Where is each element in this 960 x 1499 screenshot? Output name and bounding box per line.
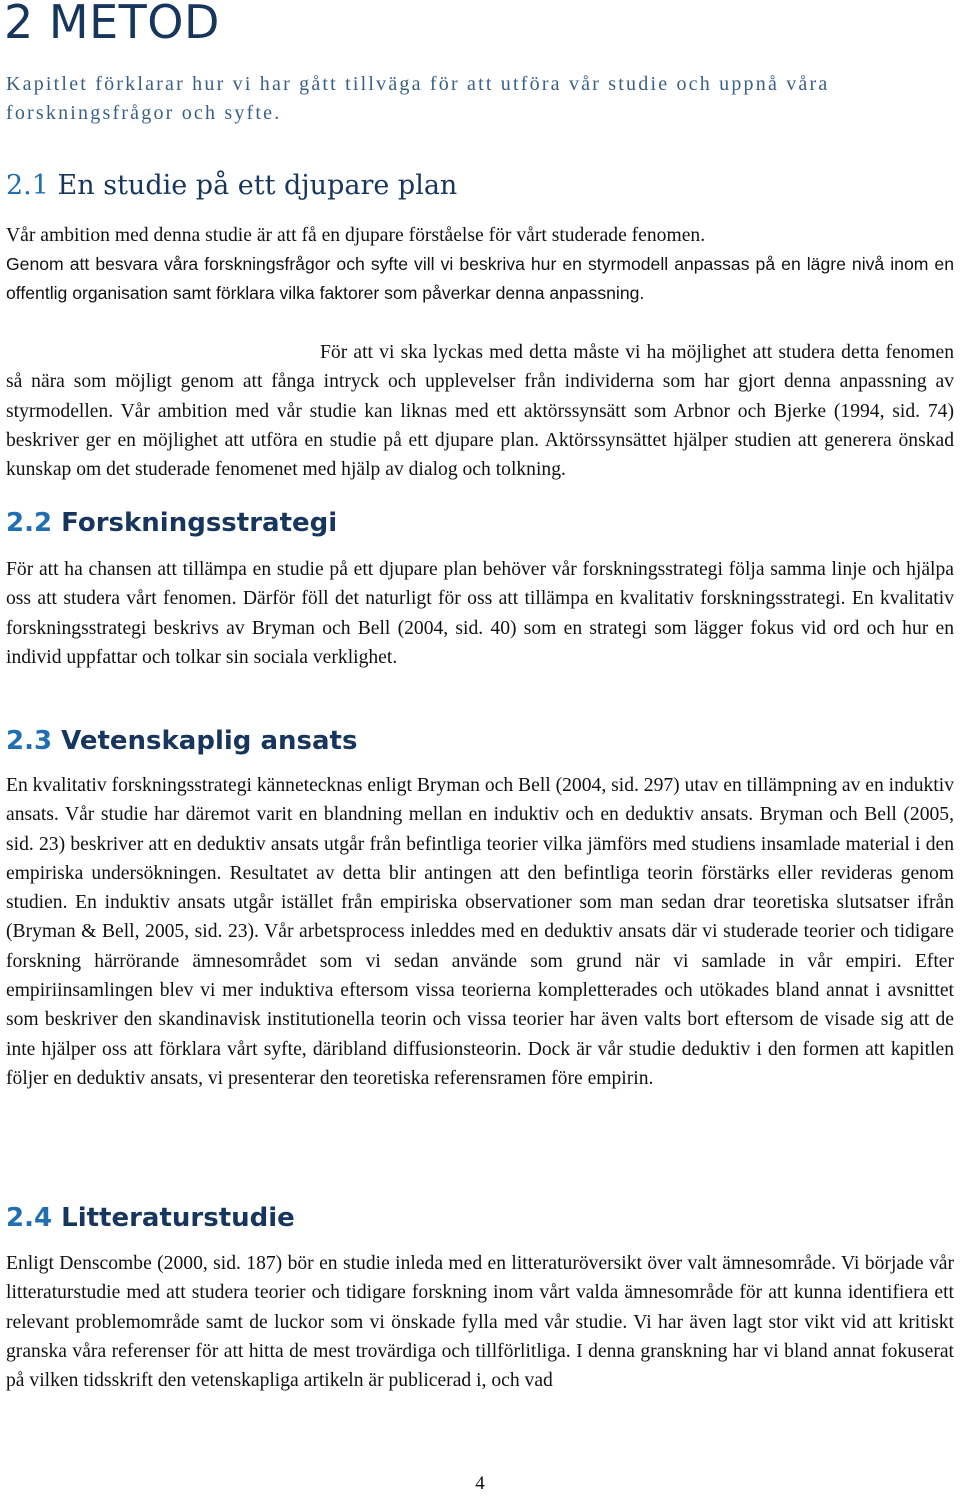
section-title: Litteraturstudie [61, 1203, 295, 1233]
section-heading-2-1 [6, 168, 457, 204]
paragraph-2-1-b: Genom att besvara våra forskningsfrågor och syfte vill vi beskriva hur en styrmodell anpassas på en lägre nivå inom en offentlig organisation samt förklara vilka faktorer som påverkar denna anpassning. [6, 254, 954, 304]
section-number: 2.3 [6, 726, 53, 756]
paragraph-2-1-c: För att vi ska lyckas med detta måste vi ha möjlighet att studera detta fenomen så nära som möjligt genom att fånga intryck och upplevelser från individerna som har gjort denna anpassning av styrmodellen. Vår ambition med vår studie kan liknas med ett aktörssynsätt som Arbnor och Bjerke (1994, sid. 74) beskriver ger en möjlighet att utföra en studie på ett djupare plan. Aktörssynsättet hjälper studien att generera önskad kunskap om det studerade fenomenet med hjälp av dialog och tolkning. [6, 342, 954, 481]
page-number: 4 [475, 1473, 485, 1494]
chapter-title: 2 METOD [4, 0, 220, 49]
paragraph-2-1-a: Vår ambition med denna studie är att få en djupare förståelse för vårt studerade fenomen. [6, 225, 706, 246]
chapter-intro: Kapitlet förklarar hur vi har gått tillväga för att utföra vår studie och uppnå våra forskningsfrågor och syfte. [6, 73, 830, 124]
section-number: 2.4 [6, 1203, 53, 1233]
paragraph-2-2: För att ha chansen att tillämpa en studie på ett djupare plan behöver vår forskningsstrategi följa samma linje och hjälpa oss att studera vårt fenomen. Därför föll det naturligt för oss att tillämpa en kvalitativ forskningsstrategi. En kvalitativ forskningsstrategi beskrivs av Bryman och Bell (2004, sid. 40) som en strategi som lägger fokus vid ord och hur en individ uppfattar och tolkar sin sociala verklighet. [6, 559, 954, 668]
section-number: 2.2 [6, 508, 53, 538]
paragraph-2-3: En kvalitativ forskningsstrategi kännetecknas enligt Bryman och Bell (2004, sid. 297) utav en tillämpning av en induktiv ansats. Vår studie har däremot varit en blandning mellan en induktiv och en deduktiv ansats. Bryman och Bell (2005, sid. 23) beskriver att en deduktiv ansats utgår från befintliga teorier vilka jämförs med studiens insamlade material i den empiriska undersökningen. Resultatet av detta blir antingen att den befintliga teorin förstärks eller revideras genom studien. En induktiv ansats utgår istället från empiriska observationer som man sedan drar teoretiska slutsatser ifrån (Bryman & Bell, 2005, sid. 23). Vår arbetsprocess inleddes med en deduktiv ansats där vi studerade teorier och tidigare forskning härrörande ämnesområdet som vi sedan använde som grund när vi samlade in vår empiri. Efter empiriinsamlingen blev vi mer induktiva eftersom vissa teorierna kompletterades och utökades bland annat i avsnittet som beskriver den skandinavisk institutionella teorin och vissa teorier har även valts bort eftersom de visade sig att de inte hjälper oss att förklara vårt syfte, däribland diffusionsteorin. Dock är vår studie deduktiv i den formen att kapitlen följer en deduktiv ansats, vi presenterar den teoretiska referensramen före empirin. [6, 775, 954, 1089]
section-heading-2-2 [6, 505, 337, 541]
section-heading-2-4 [6, 1200, 295, 1236]
paragraph-2-4: Enligt Denscombe (2000, sid. 187) bör en studie inleda med en litteraturöversikt över valt ämnesområde. Vi började vår litteraturstudie med att studera teorier och tidigare forskning inom vårt valda ämnesområde för att kunna identifiera ett relevant problemområde samt de luckor som vi önskade fylla med vår studie. Vi har även lagt stor vikt vid att kritiskt granska våra referenser för att hitta de mest trovärdiga och tillförlitliga. I denna granskning har vi bland annat fokuserat på vilken tidsskrift den vetenskapliga artikeln är publicerad i, och vad [6, 1253, 954, 1392]
section-title: Vetenskaplig ansats [61, 726, 358, 756]
section-heading-2-3 [6, 723, 357, 759]
section-title: Forskningsstrategi [61, 508, 338, 538]
section-title: En studie på ett djupare plan [57, 170, 458, 201]
section-number: 2.1 [6, 170, 49, 201]
